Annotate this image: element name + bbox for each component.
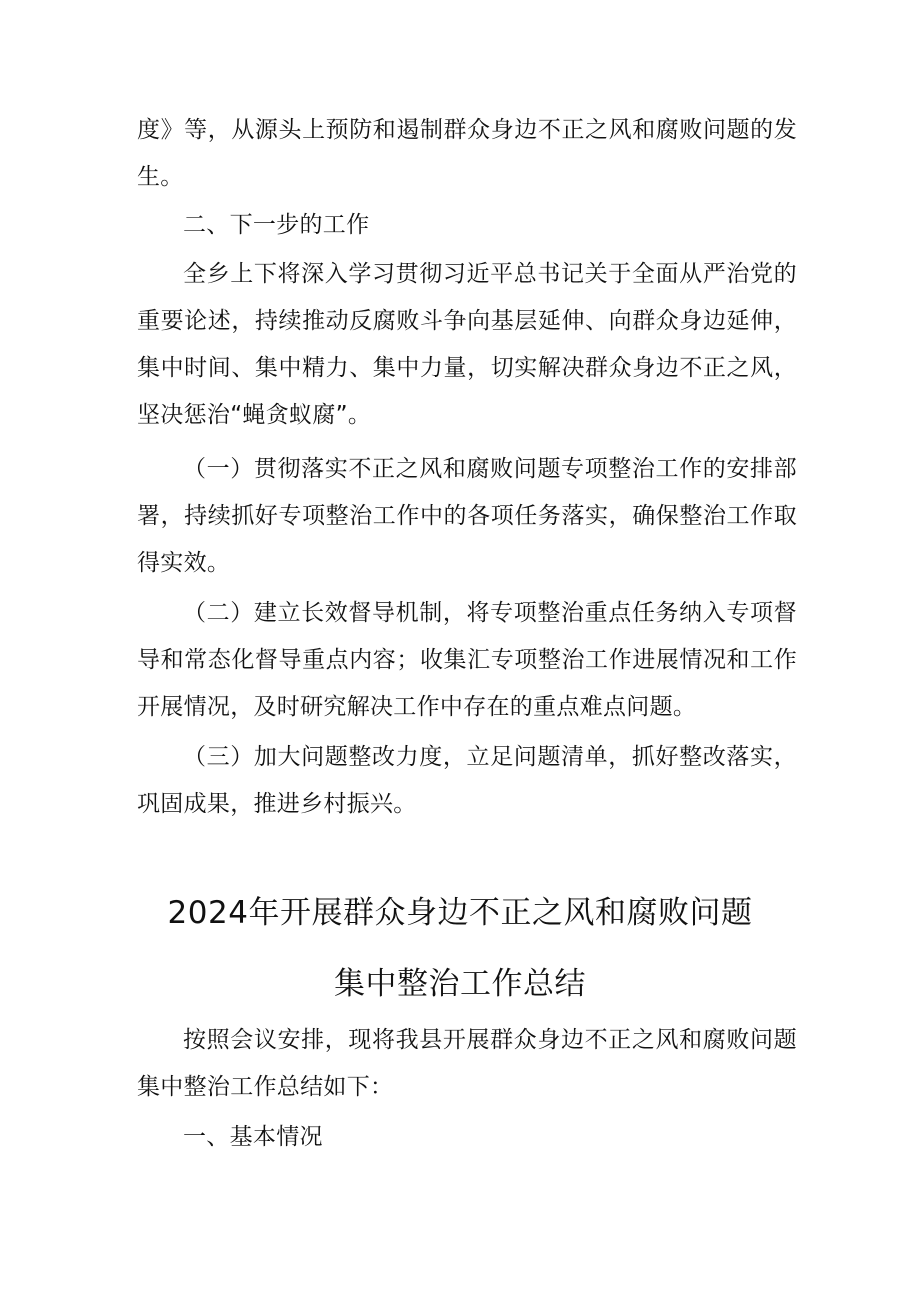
section-two-heading: 二、下一步的工作 bbox=[183, 212, 370, 238]
continuation-paragraph: 度》等，从源头上预防和遏制群众身边不正之风和腐败问题的发生。 bbox=[137, 117, 797, 190]
item-three-paragraph: （三）加大问题整改力度，立足问题清单，抓好整改落实，巩固成果，推进乡村振兴。 bbox=[137, 744, 797, 817]
intro-paragraph: 按照会议安排，现将我县开展群众身边不正之风和腐败问题集中整治工作总结如下： bbox=[137, 1027, 797, 1100]
section-two-intro-paragraph: 全乡上下将深入学习贯彻习近平总书记关于全面从严治党的重要论述，持续推动反腐败斗争向基层延伸、向群众身边延伸，集中时间、集中精力、集中力量，切实解决群众身边不正之风，坚决惩治“蝇贪蚁腐”。 bbox=[137, 261, 797, 428]
document-title-line-2: 集中整治工作总结 bbox=[334, 966, 586, 1002]
section-one-heading: 一、基本情况 bbox=[183, 1124, 323, 1150]
item-one-paragraph: （一）贯彻落实不正之风和腐败问题专项整治工作的安排部署，持续抓好专项整治工作中的各项任务落实，确保整治工作取得实效。 bbox=[137, 456, 797, 576]
document-title-line-1: 2024年开展群众身边不正之风和腐败问题 bbox=[167, 895, 753, 931]
item-two-paragraph: （二）建立长效督导机制，将专项整治重点任务纳入专项督导和常态化督导重点内容；收集汇专项整治工作进展情况和工作开展情况，及时研究解决工作中存在的重点难点问题。 bbox=[137, 600, 797, 720]
